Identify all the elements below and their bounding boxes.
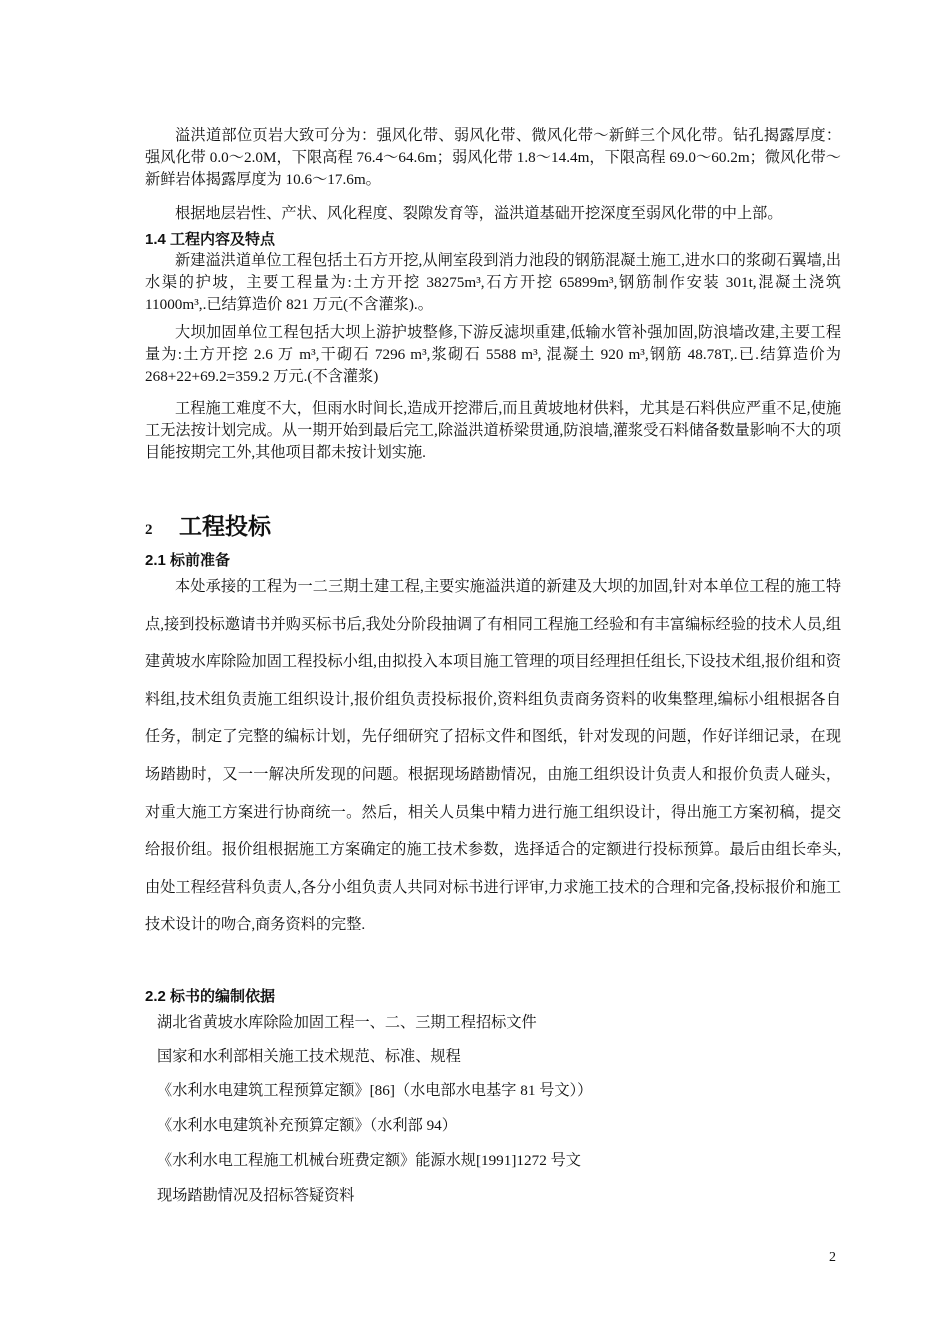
section-heading-1-4: 1.4 工程内容及特点 <box>145 231 276 248</box>
chapter-title: 工程投标 <box>179 514 271 540</box>
paragraph-dam-reinforcement: 大坝加固单位工程包括大坝上游护坡整修,下游反滤坝重建,低输水管补强加固,防浪墙改建,主要工程量为:土方开挖 2.6 万 m³,干砌石 7296 m³,浆砌石 5588 m³, 混凝土 920 m³,钢筋 48.78T,.已.结算造价为 268+22+69.2=359.2 万元.(不含灌浆) <box>145 324 841 385</box>
reference-item: 《水利水电工程施工机械台班费定额》能源水规[1991]1272 号文 <box>157 1152 581 1169</box>
reference-item: 现场踏勘情况及招标答疑资料 <box>157 1187 355 1204</box>
reference-item: 《水利水电建筑补充预算定额》（水利部 94） <box>157 1117 457 1134</box>
reference-item: 湖北省黄坡水库除险加固工程一、二、三期工程招标文件 <box>157 1014 537 1031</box>
chapter-number: 2 <box>145 522 153 538</box>
paragraph-bid-preparation: 本处承接的工程为一二三期土建工程,主要实施溢洪道的新建及大坝的加固,针对本单位工程的施工特点,接到投标邀请书并购买标书后,我处分阶段抽调了有相同工程施工经验和有丰富编标经验的技术人员,组建黄坡水库除险加固工程投标小组,由拟投入本项目施工管理的项目经理担任组长,下设技术组,报价组和资料组,技术组负责施工组织设计,报价组负责投标报价,资料组负责商务资料的收集整理,编标小组根据各自任务，制定了完整的编标计划，先仔细研究了招标文件和图纸，针对发现的问题，作好详细记录，在现场踏勘时，又一一解决所发现的问题。根据现场踏勘情况，由施工组织设计负责人和报价负责人碰头，对重大施工方案进行协商统一。然后，相关人员集中精力进行施工组织设计，得出施工方案初稿，提交给报价组。报价组根据施工方案确定的施工技术参数，选择适合的定额进行投标预算。最后由组长牵头,由处工程经营科负责人,各分小组负责人共同对标书进行评审,力求施工技术的合理和完备,投标报价和施工技术设计的吻合,商务资料的完整. <box>145 578 841 934</box>
section-heading-2-1: 2.1 标前准备 <box>145 552 231 569</box>
section-heading-2-2: 2.2 标书的编制依据 <box>145 988 276 1005</box>
reference-item: 国家和水利部相关施工技术规范、标准、规程 <box>157 1048 461 1065</box>
chapter-heading-2 <box>145 508 271 541</box>
page-number: 2 <box>829 1250 836 1265</box>
paragraph-excavation-depth: 根据地层岩性、产状、风化程度、裂隙发育等，溢洪道基础开挖深度至弱风化带的中上部。 <box>175 205 783 222</box>
reference-item: 《水利水电建筑工程预算定额》[86]（水电部水电基字 81 号文）） <box>157 1082 593 1099</box>
paragraph-construction-difficulty: 工程施工难度不大，但雨水时间长,造成开挖滞后,而且黄坡地材供料，尤其是石料供应严重不足,使施工无法按计划完成。从一期开始到最后完工,除溢洪道桥梁贯通,防浪墙,灌浆受石料储备数量影响不大的项目能按期完工外,其他项目都未按计划实施. <box>145 400 841 461</box>
paragraph-weathering-zones: 溢洪道部位页岩大致可分为：强风化带、弱风化带、微风化带～新鲜三个风化带。钻孔揭露厚度：强风化带 0.0～2.0M，下限高程 76.4～64.6m；弱风化带 1.8～14.4m，下限高程 69.0～60.2m；微风化带～新鲜岩体揭露厚度为 10.6～17.6m。 <box>145 127 841 188</box>
paragraph-spillway-works: 新建溢洪道单位工程包括土石方开挖,从闸室段到消力池段的钢筋混凝土施工,进水口的浆砌石翼墙,出水渠的护坡，主要工程量为:土方开挖 38275m³,石方开挖 65899m³,钢筋制作安装 301t,混凝土浇筑 11000m³,.已结算造价 821 万元(不含灌浆).。 <box>145 252 841 313</box>
